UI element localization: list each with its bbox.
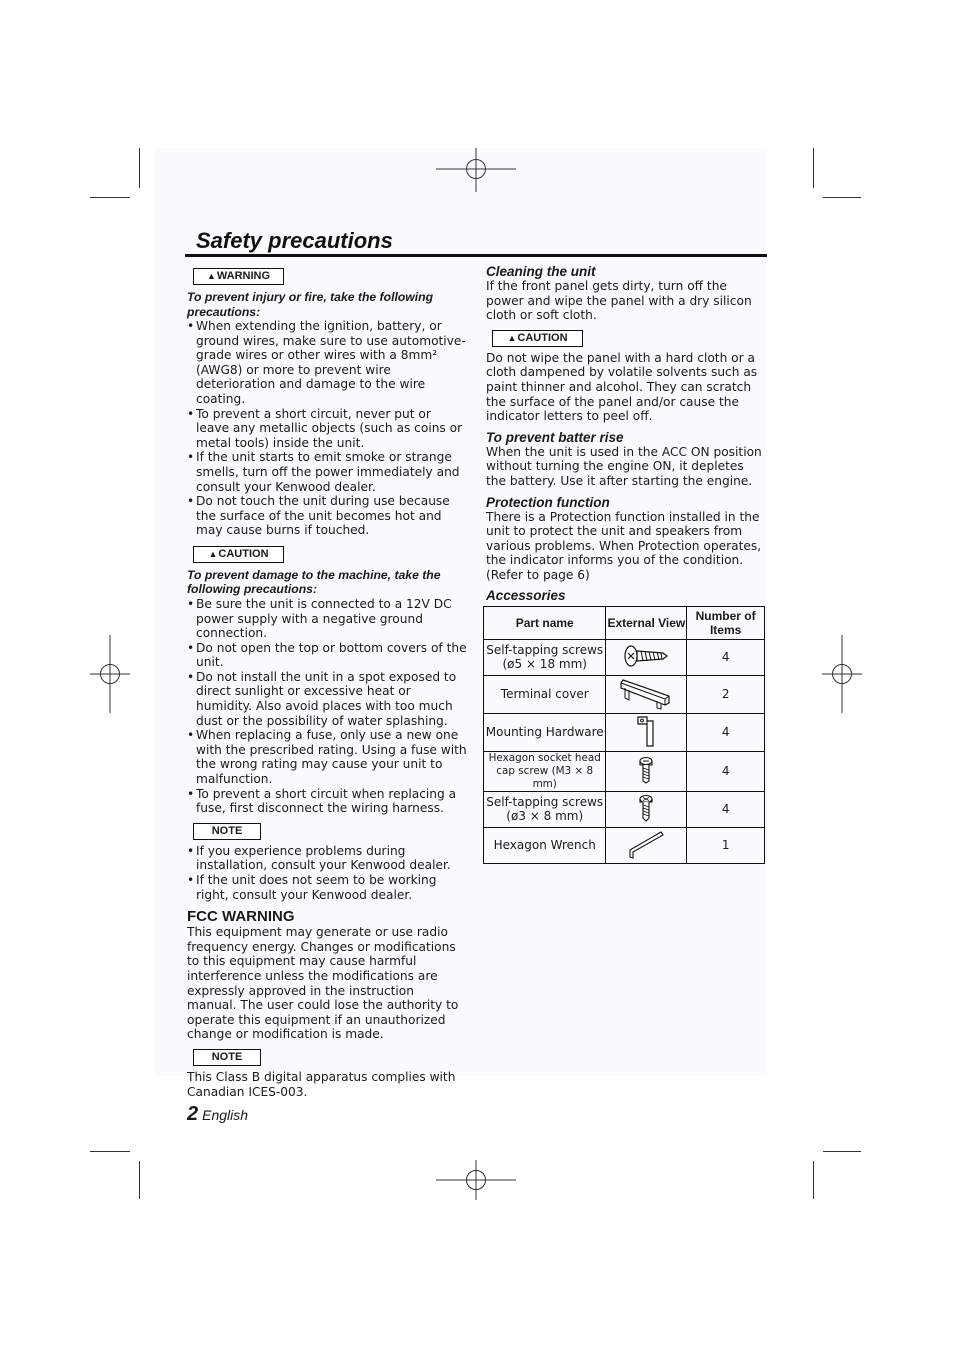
item-count: 4 [687,713,765,751]
page-number: 2 [187,1103,199,1125]
list-item: • To prevent a short circuit when replacing a fuse, first disconnect the wiring harness. [187,787,467,816]
external-view [606,675,687,713]
external-view [606,713,687,751]
hex-wrench-icon [626,828,666,860]
page-title: Safety precautions [196,228,393,253]
caution-badge [492,330,583,347]
column-header: External View [606,606,687,639]
cleaning-heading: Cleaning the unit [486,264,596,279]
fcc-text: This equipment may generate or use radio frequency energy. Changes or modifications to this equipment may cause harmful interference unless the modifications are expressly approved in the instruction manual. The user could lose the authority to operate this equipment if an unauthorized change or modification is made. [187,925,459,1042]
table-row [484,713,765,751]
crop-mark [823,197,861,198]
item-count: 4 [687,791,765,827]
crop-mark [90,1151,130,1152]
warning-triangle-icon: ▲ [208,548,218,559]
large-screw-icon [623,643,669,669]
title-rule [185,254,767,257]
part-name: Hexagon Wrench [484,827,606,863]
page-footer [187,1103,248,1126]
list-item: • When extending the ignition, battery, or ground wires, make sure to use automotive-grade wires or other wires with a 8mm² (AWG8) or more to prevent wire deterioration and damage to the wire coating. [187,319,467,407]
note-badge: NOTE [193,1049,261,1066]
mounting-hardware-icon [633,714,659,748]
crop-mark [139,1161,140,1199]
caution-label: CAUTION [218,547,269,560]
caution-badge [193,546,284,563]
list-item: • If the unit does not seem to be working right, consult your Kenwood dealer. [187,873,467,902]
small-screw-icon [636,794,656,822]
item-count: 4 [687,751,765,791]
external-view [606,827,687,863]
language-label: English [202,1107,249,1123]
list-item: • Do not open the top or bottom covers of the unit. [187,641,467,670]
crop-mark [813,1161,814,1199]
table-header-row [484,606,765,639]
list-item: • Do not touch the unit during use because the surface of the unit becomes hot and may cause burns if touched. [187,494,467,538]
list-item: • Be sure the unit is connected to a 12V DC power supply with a negative ground connection. [187,597,467,641]
crop-mark [813,148,814,188]
terminal-cover-icon [617,676,675,710]
list-item: • To prevent a short circuit, never put or leave any metallic objects (such as coins or metal tools) inside the unit. [187,407,467,451]
part-name: Self-tapping screws (ø5 × 18 mm) [484,639,606,675]
cleaning-text: If the front panel gets dirty, turn off the power and wipe the panel with a dry silicon cloth or soft cloth. [486,279,752,323]
table-row [484,827,765,863]
caution-list [187,597,467,816]
protection-heading: Protection function [486,494,610,510]
crop-mark [90,197,130,198]
table-row [484,751,765,791]
left-column [187,268,467,1099]
battery-heading: To prevent batter rise [486,429,624,445]
battery-text: When the unit is used in the ACC ON position without turning the engine ON, it depletes the battery. Use it after starting the engine. [486,444,762,488]
accessories-heading: Accessories [486,587,566,603]
list-item: • Do not install the unit in a spot exposed to direct sunlight or excessive heat or humidity. Also avoid places with too much dust or the possibility of water splashing. [187,670,467,728]
list-item: • When replacing a fuse, only use a new one with the prescribed rating. Using a fuse with the wrong rating may cause your unit to malfunction. [187,728,467,786]
external-view [606,791,687,827]
warning-lead: To prevent injury or fire, take the following precautions: [187,290,434,319]
warning-label: WARNING [216,270,271,282]
item-count: 2 [687,675,765,713]
part-name: Mounting Hardware [484,713,606,751]
list-item: • If you experience problems during installation, consult your Kenwood dealer. [187,844,467,873]
note-text: This Class B digital apparatus complies with Canadian ICES-003. [187,1069,456,1099]
table-row [484,639,765,675]
caution-text: Do not wipe the panel with a hard cloth or a cloth dampened by volatile solvents such as paint thinner and alcohol. They can scratch the surface of the panel and/or cause the indicator letters to peel off. [486,350,758,424]
registration-mark-icon [90,635,130,713]
note-badge: NOTE [193,823,261,840]
column-header: Number of Items [687,606,765,639]
table-row [484,675,765,713]
warning-triangle-icon: ▲ [206,271,216,281]
part-name: Hexagon socket head cap screw (M3 × 8 mm) [484,751,606,791]
registration-mark-icon [436,148,516,192]
warning-badge [193,268,284,285]
part-name: Self-tapping screws (ø3 × 8 mm) [484,791,606,827]
fcc-heading: FCC WARNING [187,908,295,926]
registration-mark-icon [822,635,862,713]
crop-mark [823,1151,861,1152]
list-item: • If the unit starts to emit smoke or strange smells, turn off the power immediately and consult your Kenwood dealer. [187,450,467,494]
registration-mark-icon [436,1160,516,1200]
hex-cap-screw-icon [636,756,656,784]
caution-lead: To prevent damage to the machine, take the following precautions: [187,567,441,597]
table-row [484,791,765,827]
external-view [606,751,687,791]
crop-mark [139,148,140,188]
column-header: Part name [484,606,606,639]
right-column [486,264,766,864]
accessories-table [483,606,765,864]
warning-list [187,319,467,538]
item-count: 4 [687,639,765,675]
protection-text: There is a Protection function installed in the unit to protect the unit and speakers from various problems. When Protection operates, the indicator informs you of the condition. (Refer to page 6) [486,509,762,582]
external-view [606,639,687,675]
caution-label: CAUTION [517,331,568,344]
note-list [187,844,467,902]
part-name: Terminal cover [484,675,606,713]
item-count: 1 [687,827,765,863]
warning-triangle-icon: ▲ [507,332,517,343]
